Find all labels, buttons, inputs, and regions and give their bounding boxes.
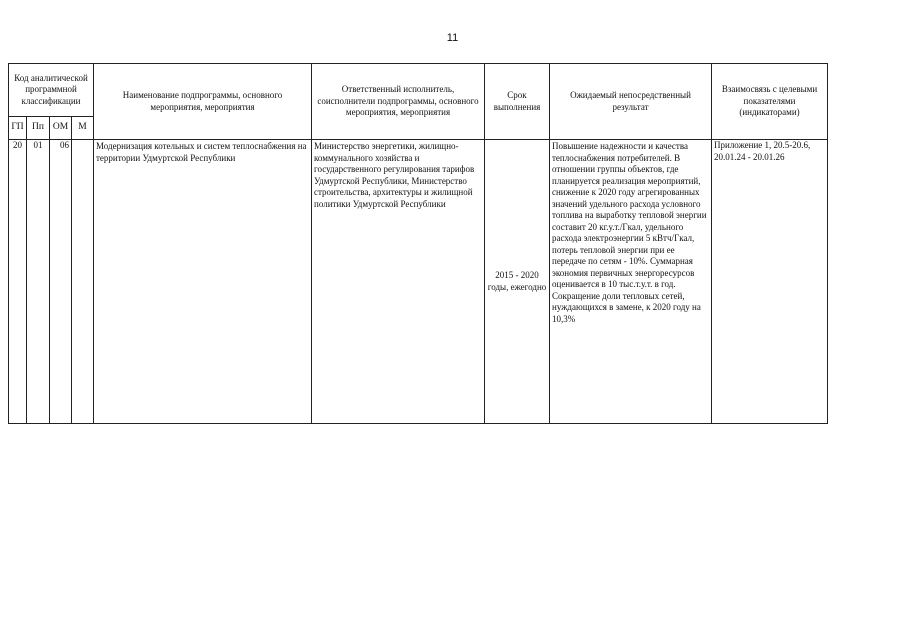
cell-result-text: Повышение надежности и качества теплоснабжения потребителей. В отношении группы объектов, где планируется реализация мероприятий, снижение к 2020 году агрегированных значений удельного расхода условного топлива на выработку тепловой энергии составит 20 кг.у.т./Гкал, удельного расхода электроэнергии 5 кВтч/Гкал, потерь тепловой энергии при ее передаче по сетям - 10%. Суммарная экономия первичных энергоресурсов оценивается в 10 тыс.т.у.т. в год. Сокращение доли тепловых сетей, нуждающихся в замене, к 2020 году на 10,3%: [552, 141, 707, 324]
cell-links-text: Приложение 1, 20.5-20.6, 20.01.24 - 20.01.26: [714, 140, 811, 162]
page-number: 11: [446, 32, 459, 44]
cell-name: [94, 140, 312, 424]
program-table: [8, 63, 828, 424]
header-links: Взаимосвязь с целевыми показателями (индикаторами): [712, 64, 828, 140]
cell-executor: [312, 140, 485, 424]
cell-links: [712, 140, 828, 424]
cell-term: [485, 140, 550, 424]
header-result: Ожидаемый непосредственный результат: [550, 64, 712, 140]
cell-m: [72, 140, 94, 424]
header-code: Код аналитической программной классификации: [9, 64, 94, 117]
header-gp: ГП: [9, 117, 27, 140]
header-m: М: [72, 117, 94, 140]
table-header-row: [9, 64, 828, 117]
cell-result: [550, 140, 712, 424]
header-name: Наименование подпрограммы, основного мероприятия, мероприятия: [94, 64, 312, 140]
header-om: ОМ: [50, 117, 72, 140]
cell-executor-text: Министерство энергетики, жилищно-коммунального хозяйства и государственного регулирования тарифов Удмуртской Республики, Министерство строительства, архитектуры и жилищной политики Удмуртской Республики: [314, 141, 475, 209]
table-row: [9, 140, 828, 424]
header-pp: Пп: [27, 117, 50, 140]
cell-om: 06: [50, 140, 72, 424]
header-term: Срок выполнения: [485, 64, 550, 140]
cell-name-text: Модернизация котельных и систем теплоснабжения на территории Удмуртской Республики: [96, 141, 307, 163]
header-executor: Ответственный исполнитель, соисполнители подпрограммы, основного мероприятия, мероприятия: [312, 64, 485, 140]
cell-term-text: 2015 - 2020 годы, ежегодно: [487, 270, 547, 292]
cell-pp: 01: [27, 140, 50, 424]
cell-gp: 20: [9, 140, 27, 424]
